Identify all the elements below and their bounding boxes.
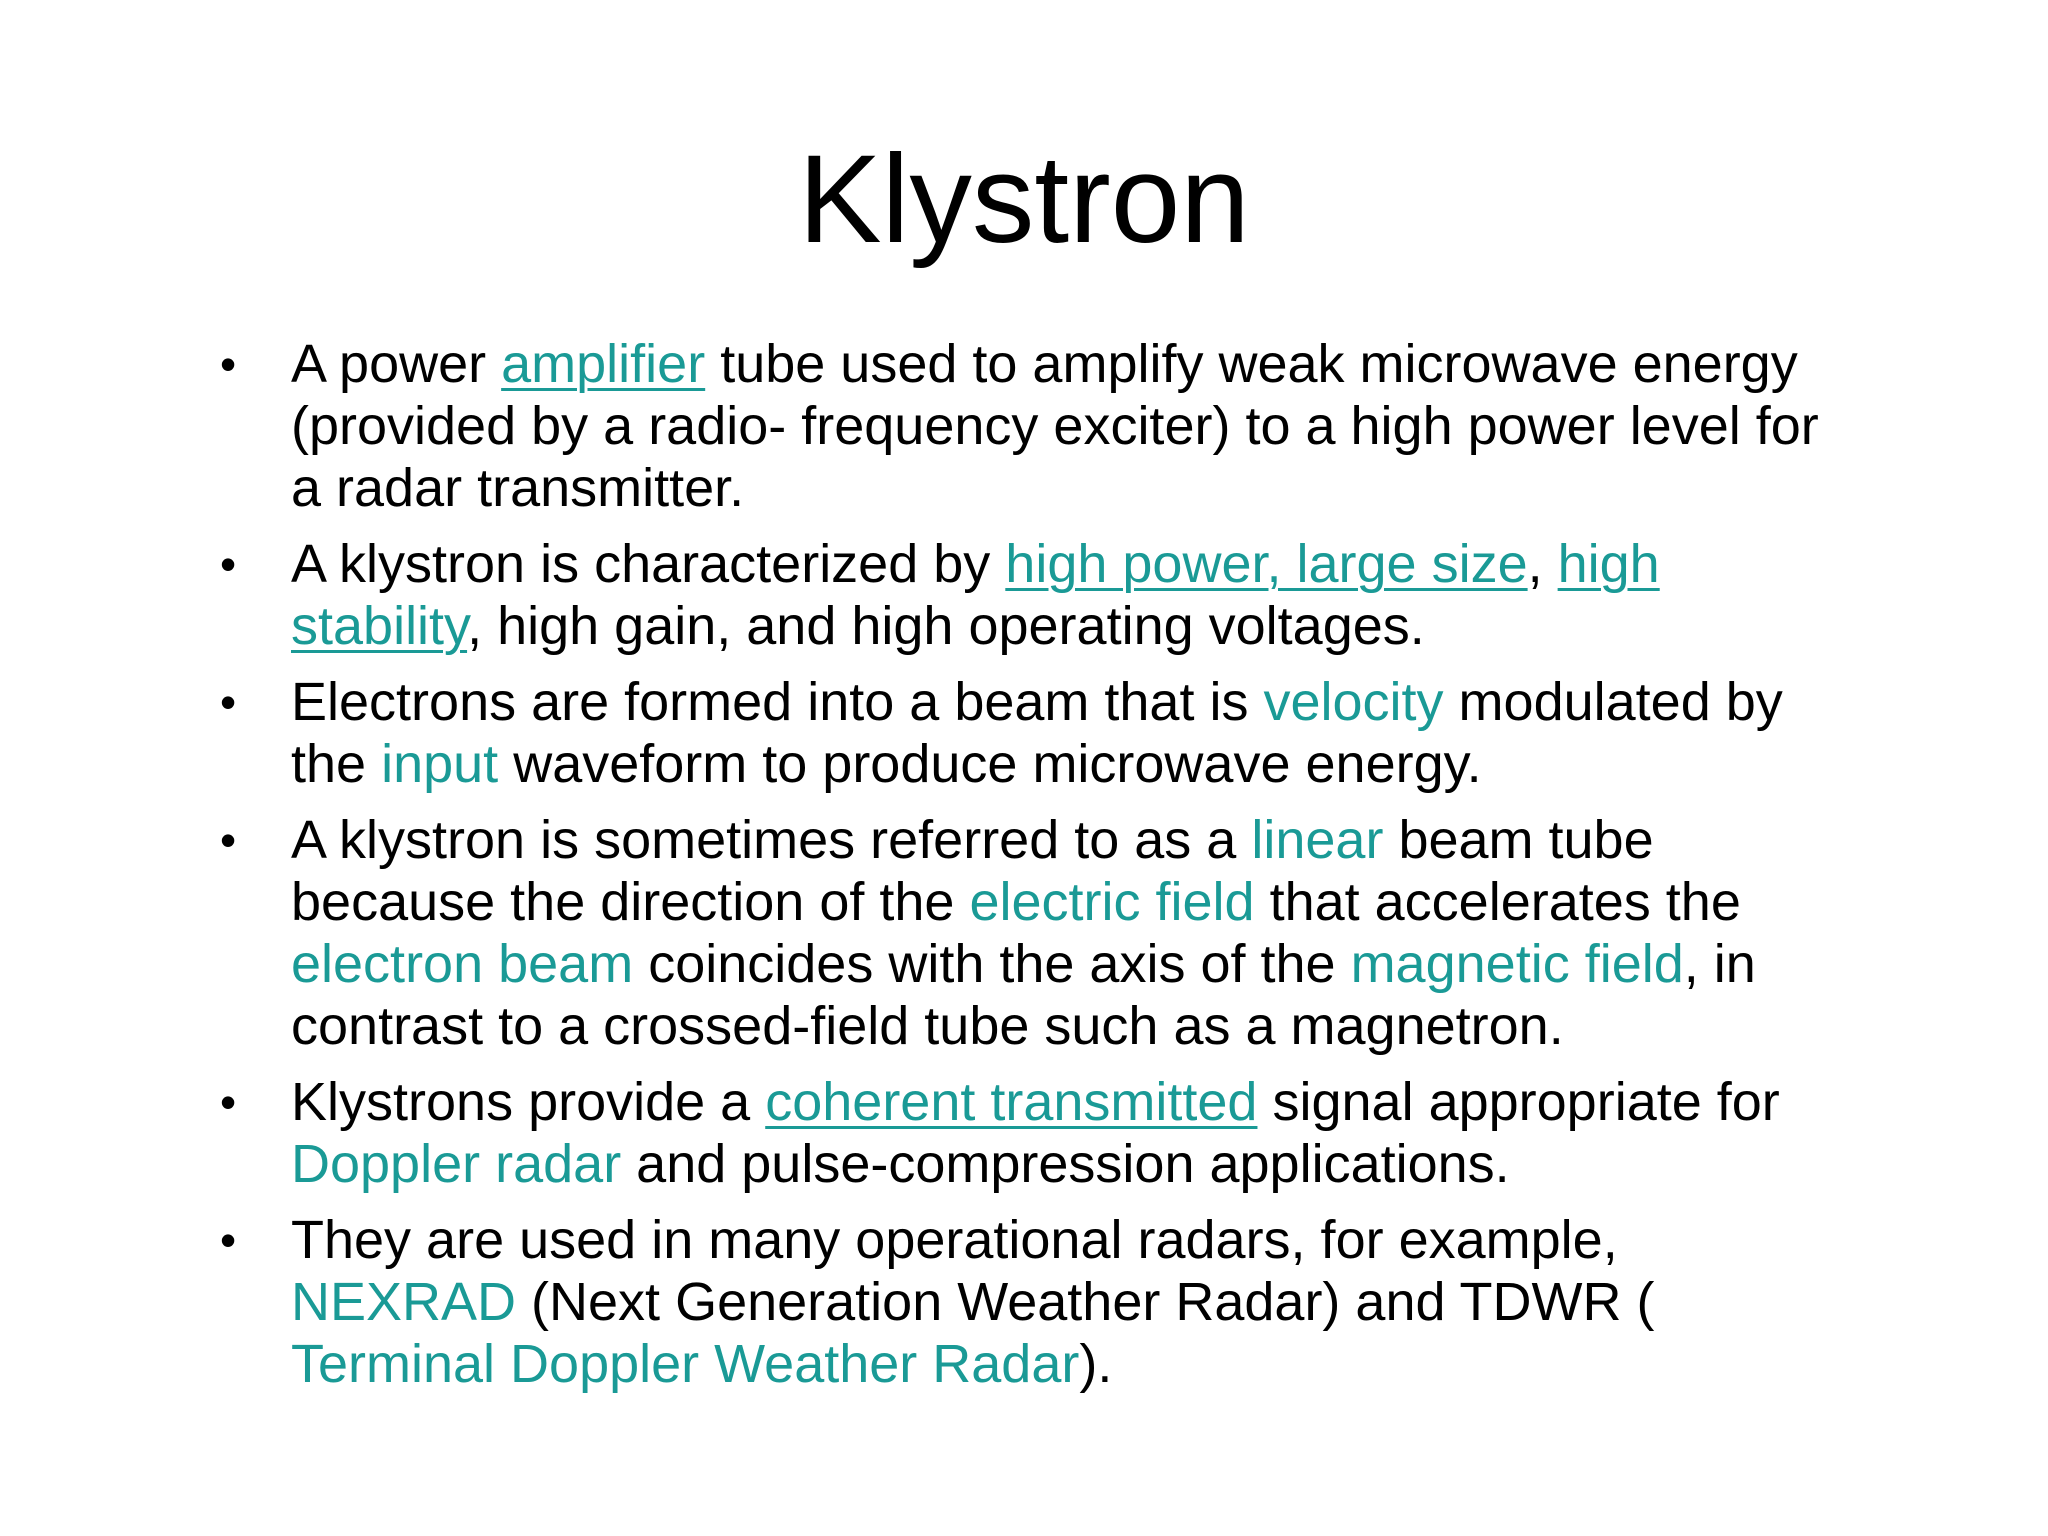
text-segment: (Next Generation Weather Radar) and TDWR ( — [516, 1272, 1655, 1332]
text-segment: A power — [291, 334, 502, 394]
bullet-item — [220, 809, 1920, 1057]
hyperlink[interactable]: stability — [291, 596, 468, 656]
bullet-point-icon: • — [220, 538, 237, 590]
text-segment: the — [291, 734, 382, 794]
text-segment: that accelerates the — [1254, 872, 1741, 932]
slide-title: Klystron — [798, 130, 1250, 269]
text-segment: waveform to produce microwave energy. — [498, 734, 1482, 794]
highlighted-term: Terminal Doppler Weather Radar — [291, 1334, 1080, 1394]
text-segment: signal appropriate for — [1257, 1072, 1780, 1132]
text-segment: A klystron is sometimes referred to as a — [291, 810, 1252, 870]
hyperlink[interactable]: amplifier — [501, 334, 706, 394]
bullet-text — [291, 334, 1819, 518]
highlighted-term: input — [381, 734, 499, 794]
hyperlink[interactable]: high — [1557, 534, 1660, 594]
highlighted-term: velocity — [1263, 672, 1444, 732]
text-segment: Electrons are formed into a beam that is — [291, 672, 1264, 732]
bullet-text — [291, 1072, 1780, 1194]
highlighted-term: electric field — [969, 872, 1255, 932]
text-segment: A klystron is characterized by — [291, 534, 1006, 594]
text-segment: , — [1527, 534, 1558, 594]
text-segment: beam tube — [1383, 810, 1654, 870]
bullet-point-icon: • — [220, 814, 237, 866]
bullet-text — [291, 672, 1783, 794]
text-segment: (provided by a radio- frequency exciter) to a high power level for — [291, 396, 1819, 456]
bullet-point-icon: • — [220, 676, 237, 728]
bullet-item — [220, 333, 1920, 519]
bullet-point-icon: • — [220, 1214, 237, 1266]
bullet-item — [220, 671, 1920, 795]
text-segment: modulated by — [1443, 672, 1783, 732]
text-segment: ). — [1079, 1334, 1113, 1394]
bullet-item — [220, 1209, 1920, 1395]
text-segment: Klystrons provide a — [291, 1072, 766, 1132]
text-segment: contrast to a crossed-field tube such as a magnetron. — [291, 996, 1564, 1056]
hyperlink[interactable]: high power, large size — [1005, 534, 1528, 594]
text-segment: a radar transmitter. — [291, 458, 745, 518]
text-segment: , in — [1683, 934, 1756, 994]
highlighted-term: NEXRAD — [291, 1272, 517, 1332]
bullet-point-icon: • — [220, 338, 237, 390]
hyperlink[interactable]: coherent transmitted — [765, 1072, 1258, 1132]
bullet-point-icon: • — [220, 1076, 237, 1128]
highlighted-term: linear — [1251, 810, 1384, 870]
highlighted-term: magnetic field — [1350, 934, 1684, 994]
bullet-list — [220, 333, 1920, 1409]
bullet-text — [291, 810, 1756, 1056]
text-segment: because the direction of the — [291, 872, 970, 932]
highlighted-term: electron beam — [291, 934, 634, 994]
bullet-text — [291, 534, 1660, 656]
highlighted-term: Doppler radar — [291, 1134, 622, 1194]
text-segment: tube used to amplify weak microwave energy — [705, 334, 1798, 394]
text-segment: They are used in many operational radars, for example, — [291, 1210, 1618, 1270]
text-segment: coincides with the axis of the — [633, 934, 1351, 994]
text-segment: , high gain, and high operating voltages. — [467, 596, 1425, 656]
text-segment: and pulse-compression applications. — [621, 1134, 1510, 1194]
bullet-item — [220, 1071, 1920, 1195]
bullet-item — [220, 533, 1920, 657]
bullet-text — [291, 1210, 1654, 1394]
